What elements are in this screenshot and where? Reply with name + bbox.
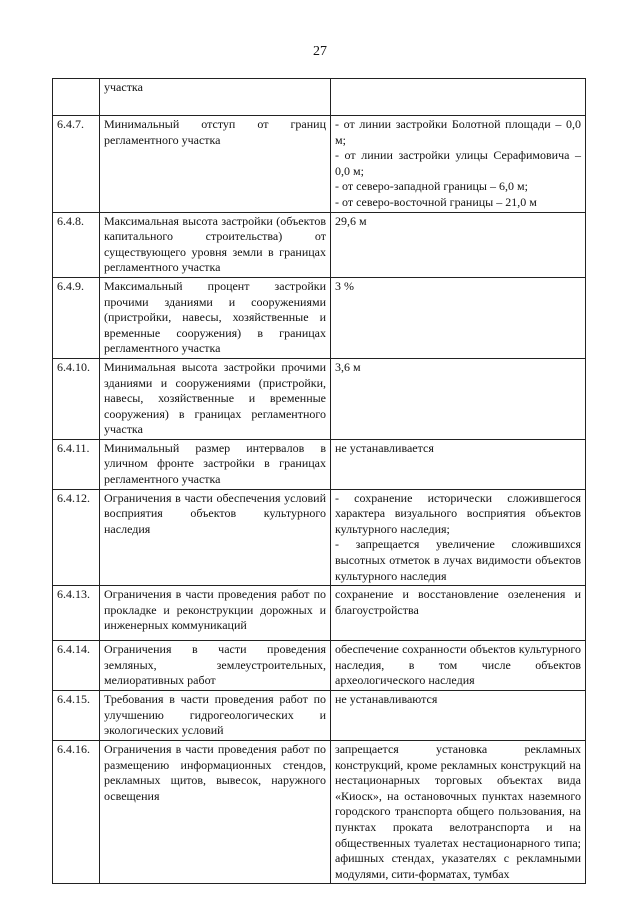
- value-cell: [331, 691, 586, 741]
- parameter-cell: Максимальная высота застройки (объектов капитального строительства) от существующего уровня земли в границах регламентного участка: [100, 212, 331, 277]
- parameter-cell: участка: [100, 79, 331, 116]
- value-cell: [331, 79, 586, 116]
- table-row: [53, 641, 586, 691]
- parameter-cell: Ограничения в части проведения работ по прокладке и реконструкции дорожных и инженерных коммуникаций: [100, 586, 331, 641]
- value-cell: [331, 741, 586, 884]
- value-line: не устанавливается: [335, 440, 434, 455]
- value-line: 3,6 м: [335, 359, 361, 374]
- parameter-cell: Минимальный отступ от границ регламентного участка: [100, 116, 331, 213]
- row-number: 6.4.13.: [53, 586, 100, 641]
- row-number: 6.4.9.: [53, 277, 100, 358]
- value-line: - от линии застройки Болотной площади – 0,0 м;: [335, 117, 581, 147]
- row-number: 6.4.8.: [53, 212, 100, 277]
- value-line: - сохранение исторически сложившегося характера визуального восприятия объектов культурного наследия;: [335, 490, 581, 536]
- parameter-cell: Минимальный размер интервалов в уличном фронте застройки в границах регламентного участка: [100, 439, 331, 489]
- value-cell: [331, 586, 586, 641]
- parameter-cell: Ограничения в части проведения земляных, землеустроительных, мелиоративных работ: [100, 641, 331, 691]
- value-cell: [331, 277, 586, 358]
- table-row: [53, 439, 586, 489]
- value-line: запрещается установка рекламных конструкций, кроме рекламных конструкций на нестационарных торговых объектах вида «Киоск», на остановочных пунктах наземного городского транспорта общего пользования, на пунктах проката велотранспорта и на общественных туалетах нестационарного типа; афишных стендах, указателях с рекламными модулями, сити-форматах, тумбах: [335, 742, 581, 881]
- table-row: [53, 489, 586, 586]
- value-line: - от линии застройки улицы Серафимовича – 0,0 м;: [335, 148, 581, 178]
- value-line: 29,6 м: [335, 213, 367, 228]
- row-number: 6.4.7.: [53, 116, 100, 213]
- value-line: не устанавливаются: [335, 692, 438, 707]
- value-cell: [331, 489, 586, 586]
- value-cell: [331, 116, 586, 213]
- value-line: сохранение и восстановление озеленения и благоустройства: [335, 587, 581, 617]
- parameter-cell: Ограничения в части проведения работ по размещению информационных стендов, рекламных щитов, вывесок, наружного освещения: [100, 741, 331, 884]
- value-cell: [331, 439, 586, 489]
- table-row: [53, 212, 586, 277]
- page-number: 27: [313, 44, 327, 59]
- value-cell: [331, 212, 586, 277]
- table-row: [53, 741, 586, 884]
- parameter-cell: Ограничения в части обеспечения условий восприятия объектов культурного наследия: [100, 489, 331, 586]
- parameter-cell: Минимальная высота застройки прочими зданиями и сооружениями (пристройки, навесы, хозяйственные и временные сооружения) в границах регламентного участка: [100, 358, 331, 439]
- value-line: - от северо-восточной границы – 21,0 м: [335, 194, 537, 209]
- table-row: [53, 79, 586, 116]
- row-number: 6.4.16.: [53, 741, 100, 884]
- row-number: 6.4.10.: [53, 358, 100, 439]
- value-cell: [331, 641, 586, 691]
- table-row: [53, 358, 586, 439]
- value-cell: [331, 358, 586, 439]
- table-row: [53, 586, 586, 641]
- value-line: 3 %: [335, 278, 354, 293]
- row-number: 6.4.14.: [53, 641, 100, 691]
- row-number: [53, 79, 100, 116]
- table-row: [53, 691, 586, 741]
- row-number: 6.4.11.: [53, 439, 100, 489]
- value-line: - запрещается увеличение сложившихся высотных отметок в лучах видимости объектов культурного наследия: [335, 537, 581, 583]
- table-row: [53, 277, 586, 358]
- row-number: 6.4.12.: [53, 489, 100, 586]
- parameter-cell: Максимальный процент застройки прочими зданиями и сооружениями (пристройки, навесы, хозяйственные и временные сооружения) в границах регламентного участка: [100, 277, 331, 358]
- value-line: обеспечение сохранности объектов культурного наследия, в том числе объектов археологического наследия: [335, 642, 581, 688]
- table-row: [53, 116, 586, 213]
- value-line: - от северо-западной границы – 6,0 м;: [335, 179, 528, 194]
- parameter-cell: Требования в части проведения работ по улучшению гидрогеологических и экологических условий: [100, 691, 331, 741]
- row-number: 6.4.15.: [53, 691, 100, 741]
- regulations-table: [52, 78, 586, 884]
